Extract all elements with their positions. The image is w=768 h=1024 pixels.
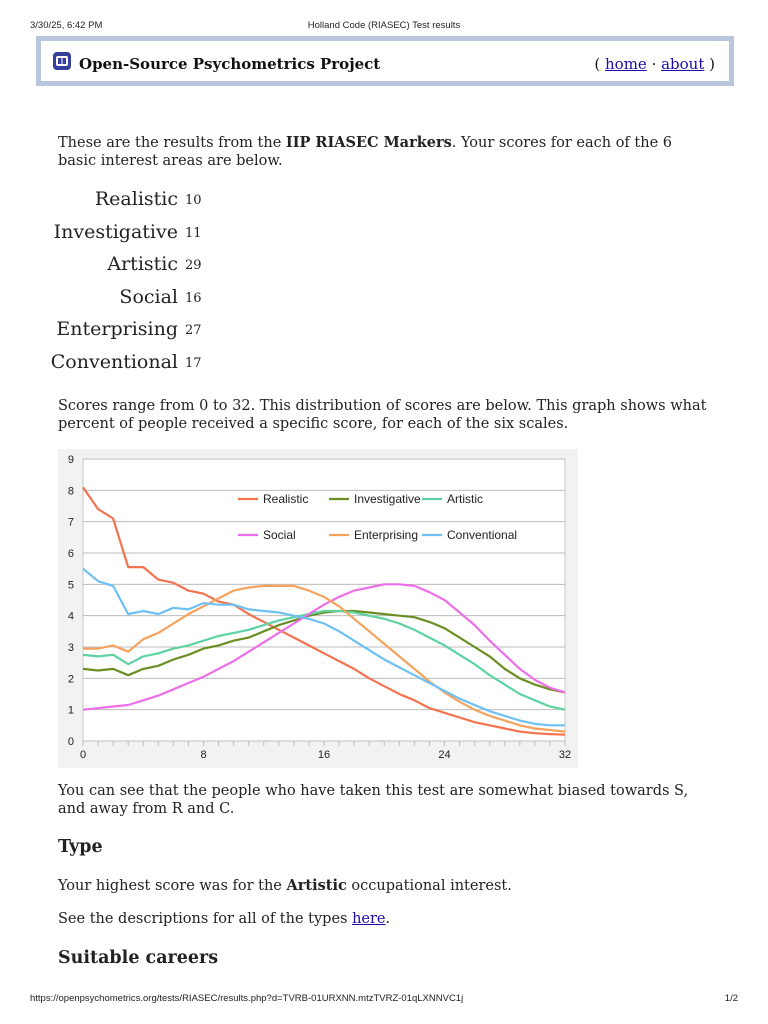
score-value: 29 [185,258,202,274]
score-distribution-chart [58,449,578,768]
legend-label: Investigative [354,492,421,506]
score-label: Investigative [53,220,178,243]
score-label: Enterprising [56,318,178,341]
score-row-investigative [53,220,258,254]
score-table [50,188,258,384]
highest-text-after: occupational interest. [346,878,512,894]
highest-text-before: Your highest score was for the [58,878,287,894]
header-nav [594,55,715,73]
legend-label: Realistic [263,492,309,506]
score-label: Artistic [107,253,178,276]
score-row-enterprising [58,318,258,351]
intro-paragraph [58,134,698,170]
y-tick-label: 0 [67,736,74,748]
site-header-inner [41,41,729,81]
nav-separator: · [646,55,662,73]
y-tick-label: 6 [67,548,74,560]
test-name: IIP RIASEC Markers [285,134,452,151]
score-row-realistic [58,188,258,221]
plot-area [83,459,565,741]
score-label: Social [119,285,178,308]
x-tick-label: 16 [317,749,331,761]
highest-score-paragraph [58,877,512,894]
x-tick-label: 0 [79,749,87,761]
print-page-title: Holland Code (RIASEC) Test results [307,20,461,31]
legend-label: Social [263,528,296,542]
type-heading: Type [58,837,103,857]
print-url: https://openpsychometrics.org/tests/RIASEC/results.php?d=TVRB-01URXNN.mtzTVRZ-01qLXNNVC1j [30,993,464,1004]
x-tick-label: 24 [438,749,451,761]
print-datetime: 3/30/25, 6:42 PM [30,20,103,31]
suitable-careers-heading: Suitable careers [58,948,219,968]
see-descriptions-paragraph [58,911,390,927]
intro-text-after: . Your scores for each of the 6 basic interest areas are below. [58,135,672,169]
y-tick-label: 2 [67,673,74,686]
nav-open-paren: ( [594,55,605,73]
y-tick-label: 7 [67,516,74,529]
bias-paragraph: You can see that the people who have taken this test are somewhat biased towards S, and away from R and C. [58,783,689,817]
score-value: 11 [185,225,202,241]
intro-text-before: These are the results from the [58,135,286,151]
see-text-before: See the descriptions for all of the types [58,911,353,927]
site-header [36,36,734,86]
x-tick-label: 8 [200,749,207,761]
y-tick-label: 8 [67,485,74,498]
score-label: Conventional [50,350,178,373]
x-tick-label: 32 [558,749,572,761]
legend-label: Enterprising [354,528,419,542]
score-label: Realistic [94,188,178,210]
range-paragraph: Scores range from 0 to 32. This distribution of scores are below. This graph shows what percent of people received a specific score, for each of the six scales. [58,398,707,432]
y-tick-label: 5 [67,579,74,592]
score-row-social [58,286,258,319]
score-value: 16 [185,290,202,306]
home-link[interactable]: home [605,55,647,73]
legend-label: Artistic [447,492,483,506]
score-row-conventional [50,350,258,384]
book-logo-icon[interactable] [53,52,71,70]
score-row-artistic [58,253,258,286]
see-text-after: . [385,911,391,927]
y-tick-label: 4 [67,610,74,623]
highest-type: Artistic [286,877,347,894]
score-value: 27 [185,323,202,339]
score-value: 17 [185,355,202,371]
y-tick-label: 1 [67,704,74,717]
print-page-number: 1/2 [724,993,738,1004]
y-tick-label: 3 [67,642,74,654]
nav-close-paren: ) [704,55,715,73]
y-tick-label: 9 [67,454,74,466]
legend-label: Conventional [447,528,518,542]
print-footer [0,993,768,1007]
about-link[interactable]: about [661,55,705,73]
score-value: 10 [185,193,202,208]
print-header [0,20,768,34]
here-link[interactable]: here [352,911,386,927]
site-title[interactable]: Open-Source Psychometrics Project [79,55,381,73]
